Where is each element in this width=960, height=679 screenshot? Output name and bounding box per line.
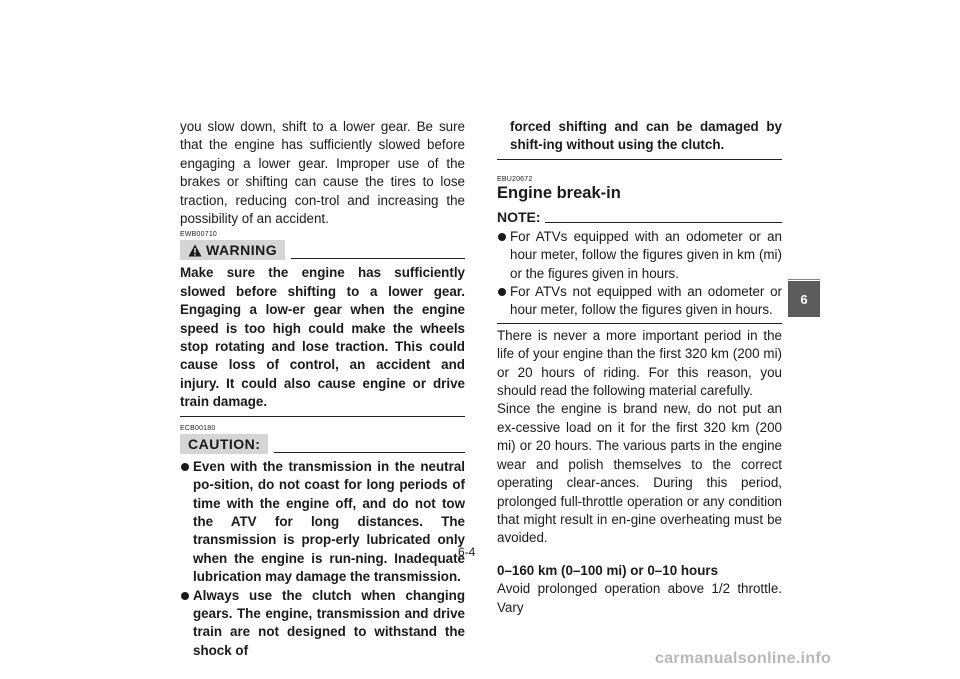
warning-code: EWB00710	[180, 231, 218, 239]
section-code: EBU20672	[497, 175, 533, 183]
chapter-tab: 6	[788, 281, 820, 317]
paragraph-2: Since the engine is brand new, do not put an ex-cessive load on it for the first 320 km (200 mi) or 20 hours. The various parts in the engine wear and polish themselves to the correct operating clear-ances. During this period, prolonged full-throttle operation or any condition that might result in en-gine overheating must be avoided.	[497, 401, 782, 546]
warning-badge	[180, 240, 285, 260]
caution-badge: CAUTION:	[180, 434, 268, 454]
note-list	[497, 228, 782, 320]
chapter-tab-line	[788, 279, 820, 280]
warning-label: WARNING	[206, 242, 278, 259]
note-label: NOTE:	[497, 208, 541, 225]
paragraph-3: Avoid prolonged operation above 1/2 throttle. Vary	[497, 581, 782, 615]
warning-end-rule	[180, 416, 465, 417]
page-number: 6-4	[458, 545, 476, 559]
warning-rule	[291, 258, 465, 259]
warning-text: Make sure the engine has sufficiently slowed before shifting to a lower gear. Engaging a low-er gear when the engine speed is too high could make the wheels stop rotating and lose traction. This could cause loss of control, an accident and injury. It could also cause engine or drive train damage.	[180, 265, 465, 410]
caution-list	[180, 458, 465, 660]
section-title: Engine break-in	[497, 183, 621, 202]
spacer	[497, 548, 782, 562]
list-item: For ATVs not equipped with an odometer or hour meter, follow the figures given in hours.	[497, 283, 782, 320]
caution-header	[180, 434, 465, 454]
list-item: Even with the transmission in the neutral po-sition, do not coast for long periods of time with the engine off, and do not tow the ATV for long distances. The transmission is prop-erly lubricated only when the engine is run-ning. Inadequate lubrication may damage the transmission.	[180, 458, 465, 587]
sub-heading: 0–160 km (0–100 mi) or 0–10 hours	[497, 562, 719, 578]
note-end-rule	[497, 323, 782, 324]
left-column	[180, 118, 465, 660]
watermark: carmanualsonline.info	[655, 650, 832, 667]
caution-rule	[274, 452, 465, 453]
list-item: For ATVs equipped with an odometer or an hour meter, follow the figures given in km (mi) or the figures given in hours.	[497, 228, 782, 283]
warning-triangle-icon	[188, 244, 202, 257]
caution-end-rule	[497, 159, 782, 160]
paragraph-1: There is never a more important period in the life of your engine than the first 320 km (200 mi) or 20 hours of riding. For this reason, you should read the following material carefully.	[497, 327, 782, 399]
warning-header	[180, 240, 465, 260]
note-header	[497, 207, 782, 225]
note-rule	[545, 222, 782, 223]
caution-code: ECB00180	[180, 424, 216, 432]
list-item: Always use the clutch when changing gears. The engine, transmission and drive train are not designed to withstand the shock of	[180, 587, 465, 661]
caution-continued: forced shifting and can be damaged by shift-ing without using the clutch.	[510, 119, 782, 153]
intro-paragraph: you slow down, shift to a lower gear. Be sure that the engine has sufficiently slowed before engaging a lower gear. Improper use of the brakes or shifting can cause the tires to lose traction, reducing con-trol and increasing the possibility of an accident.	[180, 119, 465, 227]
right-column	[497, 118, 782, 617]
